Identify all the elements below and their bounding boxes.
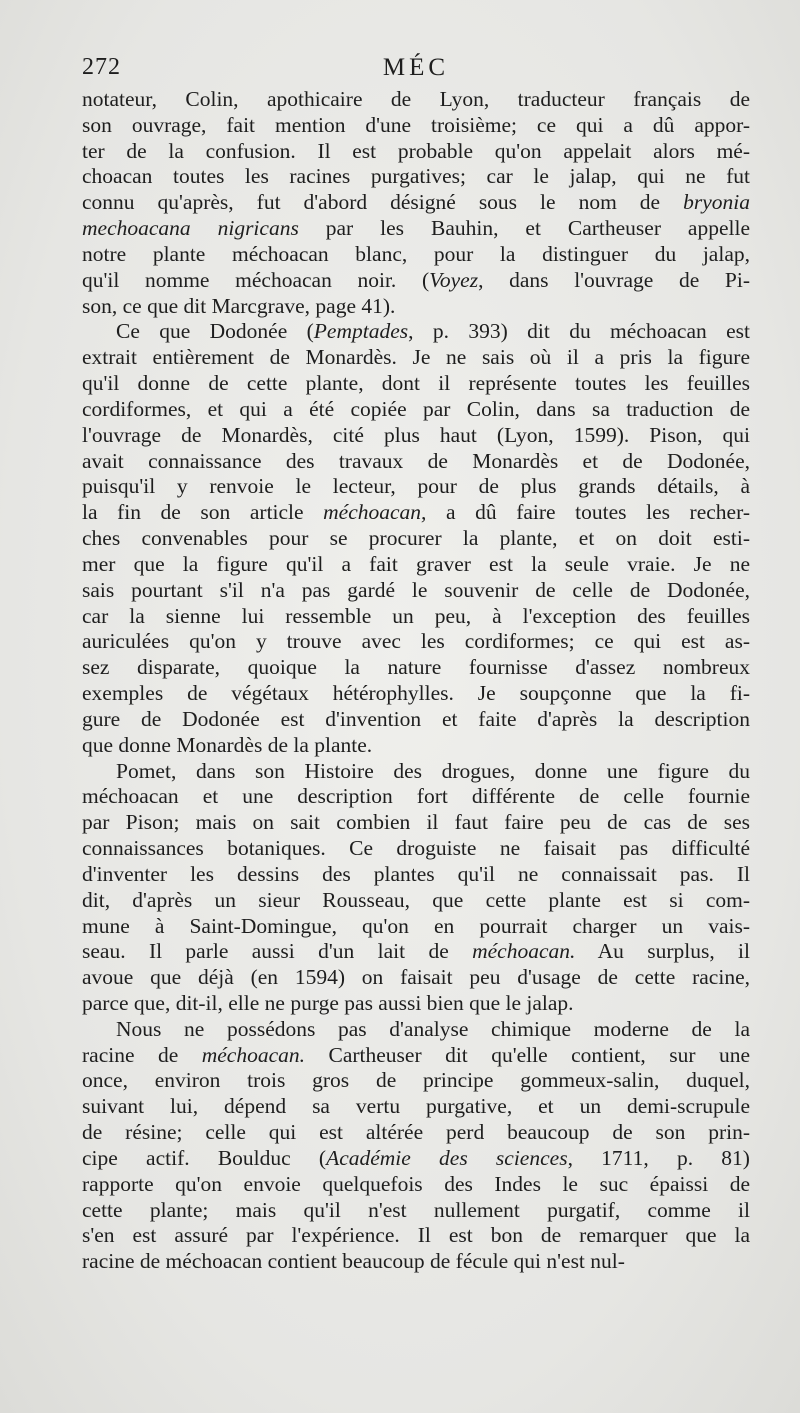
body-text	[82, 87, 750, 1275]
text-line: sez disparate, quoique la nature fournisse d'assez nombreux	[82, 655, 750, 680]
text-line: cette plante; mais qu'il n'est nullement purgatif, comme il	[82, 1197, 750, 1222]
text-line: d'inventer les dessins des plantes qu'il ne connaissait pas. Il	[82, 861, 750, 886]
text-line: qu'il donne de cette plante, dont il représente toutes les feuilles	[82, 371, 750, 396]
text-line: cordiformes, et qui a été copiée par Colin, dans sa traduction de	[82, 396, 750, 421]
text-line: Pomet, dans son Histoire des drogues, donne une figure du	[116, 758, 750, 783]
paragraph	[82, 759, 750, 1017]
text-line: auriculées qu'on y trouve avec les cordiformes; ce qui est as-	[82, 629, 750, 654]
text-line: la fin de son article méchoacan, a dû faire toutes les recher-	[82, 500, 750, 525]
text-line: son ouvrage, fait mention d'une troisième; ce qui a dû appor-	[82, 112, 750, 137]
text-line: avoue que déjà (en 1594) on faisait peu d'usage de cette racine,	[82, 965, 750, 990]
text-line: notateur, Colin, apothicaire de Lyon, traducteur français de	[82, 87, 750, 111]
paragraph	[82, 87, 750, 319]
text-line: seau. Il parle aussi d'un lait de méchoacan. Au surplus, il	[82, 939, 750, 964]
paragraph	[82, 1017, 750, 1275]
text-line: mer que la figure qu'il a fait graver est la seule vraie. Je ne	[82, 551, 750, 576]
text-line: ches convenables pour se procurer la plante, et on doit esti-	[82, 526, 750, 551]
text-line: puisqu'il y renvoie le lecteur, pour de plus grands détails, à	[82, 474, 750, 499]
text-line: méchoacan et une description fort différente de celle fournie	[82, 784, 750, 809]
text-line: racine de méchoacan contient beaucoup de fécule qui n'est nul-	[82, 1249, 625, 1274]
text-line: s'en est assuré par l'expérience. Il est bon de remarquer que la	[82, 1223, 750, 1248]
text-line: extrait entièrement de Monardès. Je ne sais où il a pris la figure	[82, 345, 750, 370]
text-line: racine de méchoacan. Cartheuser dit qu'elle contient, sur une	[82, 1042, 750, 1067]
text-line: que donne Monardès de la plante.	[82, 732, 373, 757]
text-line: notre plante méchoacan blanc, pour la distinguer du jalap,	[82, 241, 750, 266]
text-line: mune à Saint-Domingue, qu'on en pourrait charger un vais-	[82, 913, 750, 938]
text-line: connu qu'après, fut d'abord désigné sous le nom de bryonia	[82, 190, 750, 215]
running-head: MÉC	[382, 54, 450, 81]
text-line: exemples de végétaux hétérophylles. Je soupçonne que la fi-	[82, 681, 750, 706]
text-line: parce que, dit-il, elle ne purge pas aussi bien que le jalap.	[82, 990, 574, 1015]
text-line: qu'il nomme méchoacan noir. (Voyez, dans l'ouvrage de Pi-	[82, 267, 750, 292]
text-line: avait connaissance des travaux de Monardès et de Dodonée,	[82, 448, 750, 473]
text-line: suivant lui, dépend sa vertu purgative, et un demi-scrupule	[82, 1094, 750, 1119]
text-line: mechoacana nigricans par les Bauhin, et Cartheuser appelle	[82, 216, 750, 241]
text-line: son, ce que dit Marcgrave, page 41).	[82, 293, 396, 318]
text-line: sais pourtant s'il n'a pas gardé le souvenir de celle de Dodonée,	[82, 577, 750, 602]
page-number: 272	[82, 54, 121, 80]
page-header	[82, 54, 750, 86]
text-line: car la sienne lui ressemble un peu, à l'exception des feuilles	[82, 603, 750, 628]
text-line: choacan toutes les racines purgatives; car le jalap, qui ne fut	[82, 164, 750, 189]
text-line: l'ouvrage de Monardès, cité plus haut (Lyon, 1599). Pison, qui	[82, 422, 750, 447]
text-line: rapporte qu'on envoie quelquefois des Indes le suc épaissi de	[82, 1171, 750, 1196]
text-line: connaissances botaniques. Ce droguiste ne faisait pas difficulté	[82, 836, 750, 861]
text-line: par Pison; mais on sait combien il faut faire peu de cas de ses	[82, 810, 750, 835]
text-line: Nous ne possédons pas d'analyse chimique moderne de la	[116, 1016, 750, 1041]
text-line: Ce que Dodonée (Pemptades, p. 393) dit du méchoacan est	[116, 319, 750, 344]
text-line: de résine; celle qui est altérée perd beaucoup de son prin-	[82, 1120, 750, 1145]
text-line: dit, d'après un sieur Rousseau, que cette plante est si com-	[82, 887, 750, 912]
paragraph	[82, 319, 750, 758]
text-line: ter de la confusion. Il est probable qu'on appelait alors mé-	[82, 138, 750, 163]
text-line: once, environ trois gros de principe gommeux-salin, duquel,	[82, 1068, 750, 1093]
text-line: gure de Dodonée est d'invention et faite d'après la description	[82, 706, 750, 731]
text-line: cipe actif. Boulduc (Académie des sciences, 1711, p. 81)	[82, 1145, 750, 1170]
